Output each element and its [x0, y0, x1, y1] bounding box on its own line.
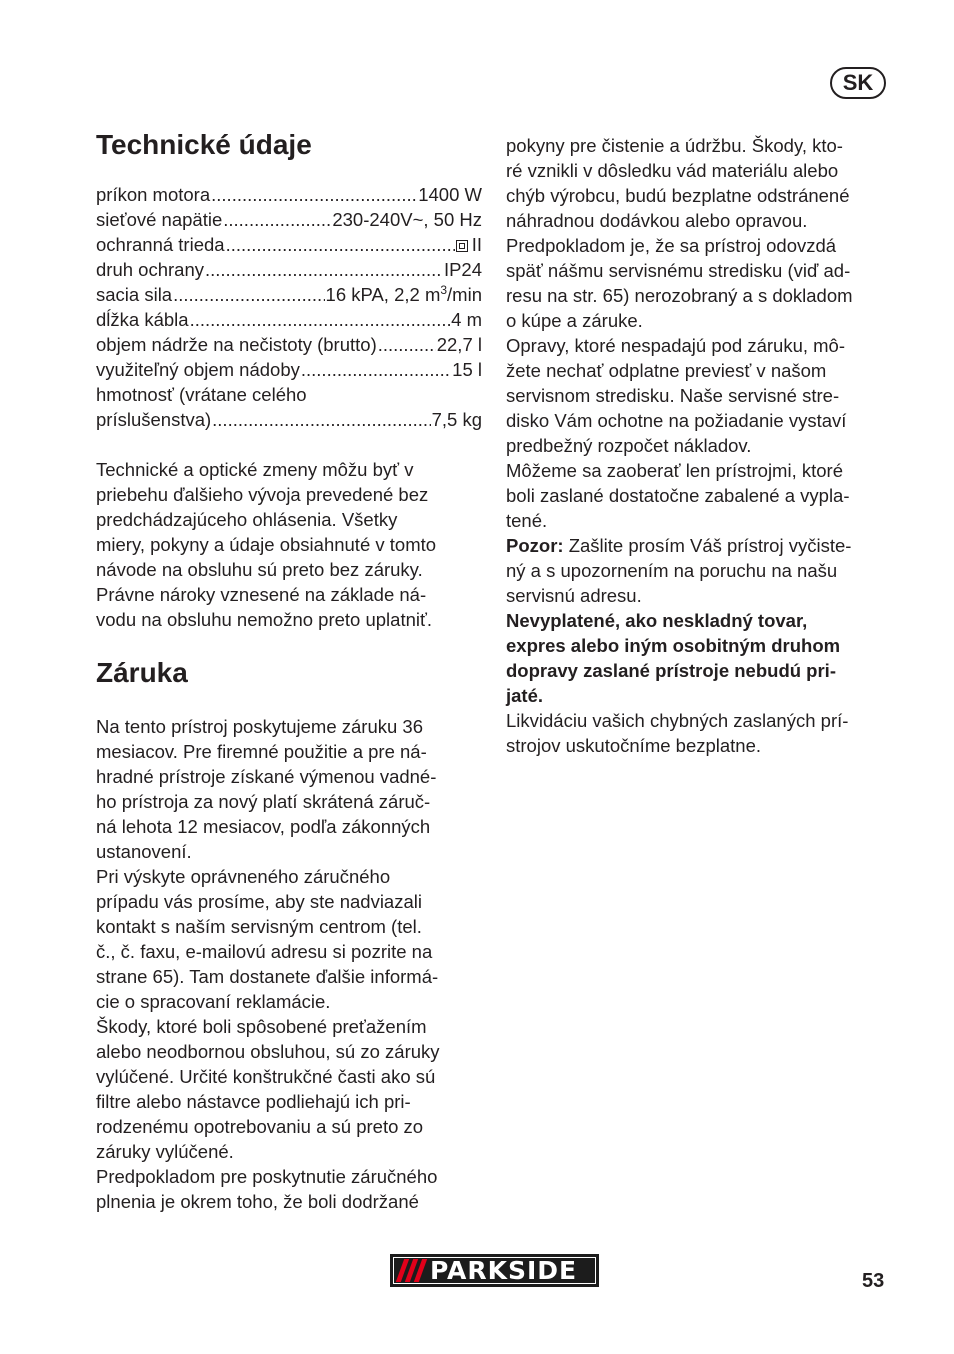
- text-line: Predpokladom je, že sa prístroj odovzdá: [506, 235, 837, 256]
- text-line: hradné prístroje získané výmenou vadné-: [96, 766, 437, 787]
- text-line: strane 65). Tam dostanete ďalšie informá-: [96, 966, 439, 987]
- text-line: Môžeme sa zaoberať len prístrojmi, ktoré: [506, 460, 843, 481]
- double-square-icon: [456, 240, 468, 252]
- text-line: predchádzajúceho ohlásenia. Všetky: [96, 509, 398, 530]
- spec-row: [96, 207, 482, 232]
- text-line: priebehu ďalšieho vývoja prevedené bez: [96, 484, 429, 505]
- pozor-label: Pozor:: [506, 535, 564, 556]
- text-line: ré vznikli v dôsledku vád materiálu alebo: [506, 160, 839, 181]
- text-line: plnenia je okrem toho, že boli dodržané: [96, 1191, 419, 1212]
- spec-label: sieťové napätie: [96, 209, 223, 230]
- text-line: tené.: [506, 510, 548, 531]
- text-line: žete nechať odplatne previesť v našom: [506, 360, 827, 381]
- spec-label: sacia sila: [96, 284, 173, 305]
- spec-value: 230-240V~, 50 Hz: [332, 209, 482, 230]
- spec-value: 15 l: [452, 359, 482, 380]
- spec-label: príkon motora: [96, 184, 211, 205]
- bold-warning-line: Nevyplatené, ako neskladný tovar,: [506, 610, 808, 631]
- text-line: resu na str. 65) nerozobraný a s dokladom: [506, 285, 853, 306]
- superscript: 3: [440, 282, 448, 297]
- spec-label: objem nádrže na nečistoty (brutto): [96, 334, 377, 355]
- text-line: Opravy, ktoré nespadajú pod záruku, mô-: [506, 335, 845, 356]
- tech-note-paragraph: [96, 457, 482, 632]
- leader-dots: [205, 257, 443, 282]
- text-line: servisnom stredisku. Naše servisné stre-: [506, 385, 840, 406]
- bold-warning-line: jaté.: [506, 685, 544, 706]
- warranty-text: [96, 714, 482, 1214]
- bold-warning-line: dopravy zaslané prístroje nebudú pri-: [506, 660, 836, 681]
- text-line: rodzenému opotrebovaniu a sú preto zo: [96, 1116, 424, 1137]
- leader-dots: [378, 332, 436, 357]
- spec-value-text: 16 kPA, 2,2 m: [325, 284, 441, 305]
- spec-row: [96, 182, 482, 207]
- text-line: Právne nároky vznesené na základe ná-: [96, 584, 427, 605]
- text-line: boli zaslané dostatočne zabalené a vypla-: [506, 485, 850, 506]
- text-line: filtre alebo nástavce podliehajú ich pri-: [96, 1091, 411, 1112]
- spec-list: [96, 182, 482, 432]
- heading-technical-data: Technické údaje: [96, 129, 312, 160]
- spec-value: 4 m: [451, 309, 482, 330]
- spec-row: [96, 257, 482, 282]
- text-line: kontakt s naším servisným centrom (tel.: [96, 916, 422, 937]
- text-line: pokyny pre čistenie a údržbu. Škody, kto-: [506, 135, 843, 156]
- text-line: Predpokladom pre poskytnutie záručného: [96, 1166, 438, 1187]
- text-line: vylúčené. Určité konštrukčné časti ako sú: [96, 1066, 436, 1087]
- leader-dots: [212, 407, 430, 432]
- text-line: ustanovení.: [96, 841, 192, 862]
- spec-label-line1: hmotnosť (vrátane celého: [96, 384, 307, 405]
- spec-row: [96, 232, 482, 257]
- text-line: servisnú adresu.: [506, 585, 642, 606]
- text-line: ný a s upozornením na poruchu na našu: [506, 560, 838, 581]
- text-line: ná lehota 12 mesiacov, podľa zákonných: [96, 816, 431, 837]
- leader-dots: [211, 182, 417, 207]
- pozor-line: [506, 533, 892, 558]
- leader-dots: [173, 282, 324, 307]
- parkside-logo: [390, 1254, 599, 1287]
- spec-value: 7,5 kg: [431, 409, 482, 430]
- spec-value: IP24: [443, 259, 482, 280]
- text-line: o kúpe a záruke.: [506, 310, 643, 331]
- spec-value-suffix: /min: [447, 284, 482, 305]
- spec-value: [456, 232, 482, 257]
- leader-dots: [223, 207, 331, 232]
- text-line: disko Vám ochotne na požiadanie vystaví: [506, 410, 847, 431]
- text-line: mesiacov. Pre firemné použitie a pre ná-: [96, 741, 427, 762]
- text-line: záruky vylúčené.: [96, 1141, 234, 1162]
- text-line: prípadu vás prosíme, aby ste nadviazali: [96, 891, 422, 912]
- text-line: strojov uskutočníme bezplatne.: [506, 735, 762, 756]
- text-line: č., č. faxu, e-mailovú adresu si pozrite na: [96, 941, 433, 962]
- text-line: Škody, ktoré boli spôsobené preťažením: [96, 1016, 427, 1037]
- bold-warning-line: expres alebo iným osobitným druhom: [506, 635, 841, 656]
- text-line: Pri výskyte oprávneného záručného: [96, 866, 391, 887]
- left-column: [96, 128, 482, 1214]
- spec-value-text: II: [471, 234, 482, 255]
- heading-warranty: Záruka: [96, 657, 188, 688]
- text-line: vodu na obsluhu nemožno preto uplatniť.: [96, 609, 433, 630]
- text-line: späť nášmu servisnému stredisku (viď ad-: [506, 260, 851, 281]
- spec-row: [96, 357, 482, 382]
- text-line: náhradnou dodávkou alebo opravou.: [506, 210, 808, 231]
- spec-label: využiteľný objem nádoby: [96, 359, 300, 380]
- spec-value: 22,7 l: [436, 334, 482, 355]
- leader-dots: [301, 357, 451, 382]
- spec-row: [96, 332, 482, 357]
- slashes-icon: [390, 1254, 430, 1287]
- spec-row: [96, 282, 482, 307]
- text-line: miery, pokyny a údaje obsiahnuté v tomto: [96, 534, 437, 555]
- pozor-text: Zašlite prosím Váš prístroj vyčiste-: [563, 535, 852, 556]
- spec-label: druh ochrany: [96, 259, 204, 280]
- text-line: cie o spracovaní reklamácie.: [96, 991, 331, 1012]
- text-line: Technické a optické zmeny môžu byť v: [96, 459, 414, 480]
- text-line: chýb výrobcu, budú bezplatne odstránené: [506, 185, 850, 206]
- spec-row: [96, 307, 482, 332]
- text-line: alebo neodbornou obsluhou, sú zo záruky: [96, 1041, 440, 1062]
- page-number: 53: [862, 1270, 885, 1292]
- text-line: návode na obsluhu sú preto bez záruky.: [96, 559, 423, 580]
- spec-value: [326, 282, 482, 307]
- spec-value: 1400 W: [418, 184, 482, 205]
- spec-label: dĺžka kábla: [96, 309, 189, 330]
- text-line: ho prístroja za nový platí skrátená záruč-: [96, 791, 431, 812]
- text-line: Likvidáciu vašich chybných zaslaných prí-: [506, 710, 849, 731]
- right-column: [506, 133, 892, 758]
- leader-dots: [190, 307, 451, 332]
- spec-label: ochranná trieda: [96, 234, 225, 255]
- logo-text: PARKSIDE: [430, 1256, 578, 1285]
- text-line: predbežný rozpočet nákladov.: [506, 435, 752, 456]
- spec-row: [96, 407, 482, 432]
- leader-dots: [226, 232, 455, 257]
- text-line: Na tento prístroj poskytujeme záruku 36: [96, 716, 423, 737]
- language-badge: SK: [830, 67, 886, 99]
- spec-label: príslušenstva): [96, 409, 212, 430]
